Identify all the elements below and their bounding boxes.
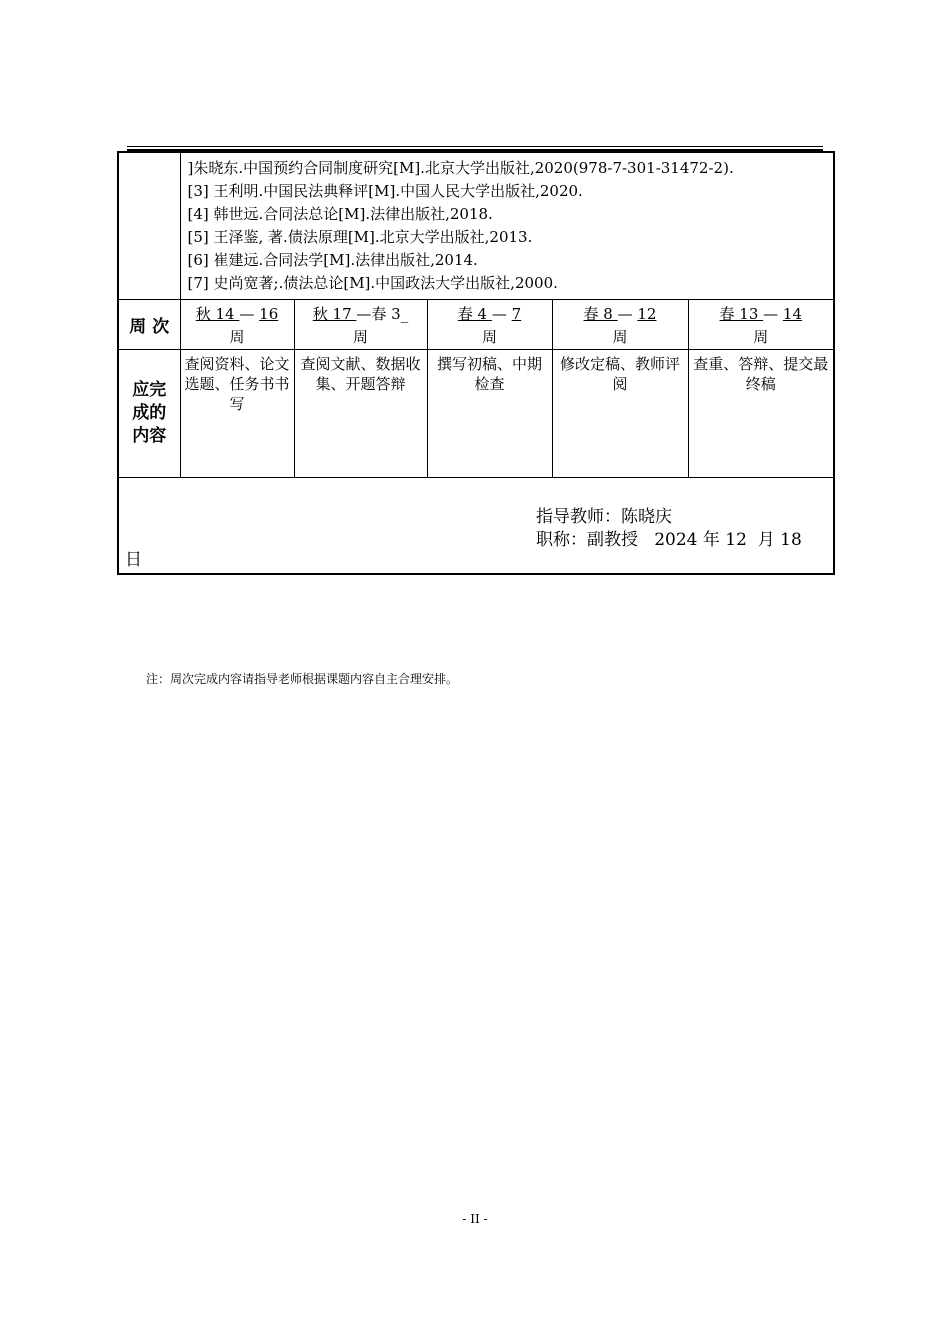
task-cell-1: 查阅资料、论文选题、任务书书写 bbox=[180, 350, 294, 478]
week-end: 12 bbox=[637, 305, 657, 323]
reference-item: [5] 王泽鉴, 著.债法原理[M].北京大学出版社,2013. bbox=[187, 228, 533, 246]
reference-item: ]朱晓东.中国预约合同制度研究[M].北京大学出版社,2020(978-7-301-31472-2). bbox=[187, 159, 734, 177]
page-number: - II - bbox=[462, 1212, 488, 1226]
week-sep: — bbox=[763, 305, 783, 323]
signature-block bbox=[536, 506, 834, 552]
week-sep: — bbox=[239, 305, 260, 323]
header-rule-thin bbox=[127, 146, 823, 147]
week-unit: 周 bbox=[481, 328, 497, 346]
task-cell-2: 查阅文献、数据收集、开题答辩 bbox=[294, 350, 427, 478]
references-label-cell bbox=[118, 152, 180, 300]
task-cell-5: 查重、答辩、提交最终稿 bbox=[688, 350, 834, 478]
week-range-3 bbox=[427, 300, 552, 350]
reference-item: [3] 王利明.中国民法典释评[M].中国人民大学出版社,2020. bbox=[187, 182, 583, 200]
reference-item: [4] 韩世远.合同法总论[M].法律出版社,2018. bbox=[187, 205, 493, 223]
references-list bbox=[180, 152, 834, 300]
week-row bbox=[118, 300, 834, 350]
week-start: 秋 14 bbox=[195, 305, 240, 323]
content-header-line: 应完 bbox=[132, 380, 167, 400]
week-end: _ bbox=[400, 305, 409, 323]
week-start: 春 4 bbox=[457, 305, 492, 323]
references-row bbox=[118, 152, 834, 300]
reference-item: [6] 崔建远.合同法学[M].法律出版社,2014. bbox=[187, 251, 478, 269]
week-header: 周 次 bbox=[118, 300, 180, 350]
title-and-date: 职称：副教授 2024 年 12 月 18 bbox=[536, 530, 802, 550]
advisor-name: 指导教师：陈晓庆 bbox=[536, 507, 672, 527]
signature-row bbox=[118, 478, 834, 575]
signature-cell bbox=[118, 478, 834, 575]
task-cell-4: 修改定稿、教师评阅 bbox=[552, 350, 688, 478]
week-end: 16 bbox=[259, 305, 279, 323]
week-start: 春 8 bbox=[583, 305, 618, 323]
content-header-line: 内容 bbox=[132, 426, 167, 446]
week-unit: 周 bbox=[612, 328, 628, 346]
content-header bbox=[118, 350, 180, 478]
reference-item: [7] 史尚宽著;.债法总论[M].中国政法大学出版社,2000. bbox=[187, 274, 558, 292]
footnote: 注：周次完成内容请指导老师根据课题内容自主合理安排。 bbox=[146, 672, 459, 686]
content-header-line: 成的 bbox=[132, 403, 167, 423]
week-range-2 bbox=[294, 300, 427, 350]
week-end: 14 bbox=[782, 305, 803, 323]
week-unit: 周 bbox=[352, 328, 368, 346]
week-sep: — bbox=[491, 305, 512, 323]
week-unit: 周 bbox=[229, 328, 245, 346]
week-sep: — bbox=[617, 305, 638, 323]
week-unit: 周 bbox=[753, 328, 769, 346]
task-schedule-table bbox=[117, 151, 835, 575]
week-start: 春 13 bbox=[719, 305, 764, 323]
week-sep: —春 3 bbox=[356, 305, 401, 323]
week-end: 7 bbox=[511, 305, 522, 323]
week-range-4 bbox=[552, 300, 688, 350]
week-start: 秋 17 bbox=[312, 305, 357, 323]
content-row bbox=[118, 350, 834, 478]
week-range-5 bbox=[688, 300, 834, 350]
week-range-1 bbox=[180, 300, 294, 350]
date-day-char: 日 bbox=[125, 550, 142, 570]
task-cell-3: 撰写初稿、中期检查 bbox=[427, 350, 552, 478]
